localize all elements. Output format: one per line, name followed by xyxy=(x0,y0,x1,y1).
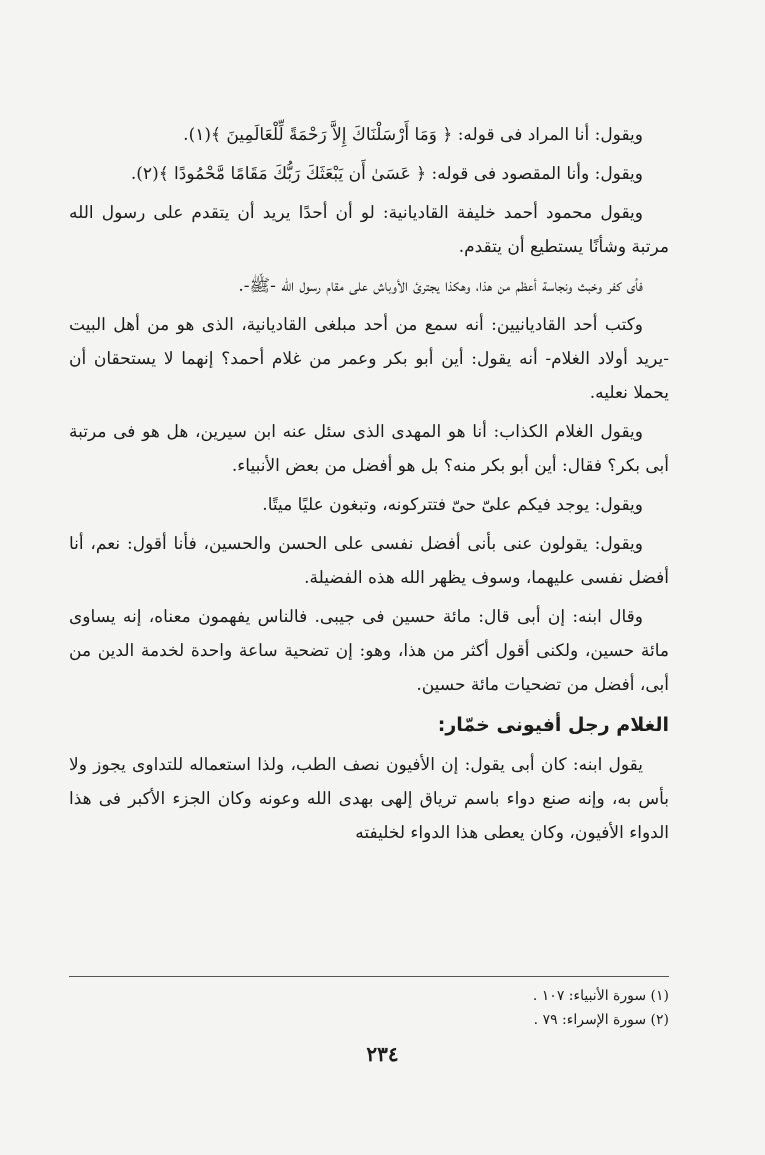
paragraph-5: وكتب أحد القاديانيين: أنه سمع من أحد مبلغى القاديانية، الذى هو من أهل البيت -يريد أولاد الغلام- أنه يقول: أين أبو بكر وعمر من غلام أحمد؟ إنهما لا يستحقان أن يحملا نعليه. xyxy=(69,315,669,403)
paragraph-6: ويقول الغلام الكذاب: أنا هو المهدى الذى سئل عنه ابن سيرين، هل هو فى مرتبة أبى بكر؟ فقال: أين أبو بكر منه؟ بل هو أفضل من بعض الأنبياء. xyxy=(69,422,669,476)
paragraph-8: ويقول: يقولون عنى بأنى أفضل نفسى على الحسن والحسين، فأنا أقول: نعم، أنا أفضل نفسى عليهما، وسوف يظهر الله هذه الفضيلة. xyxy=(69,534,669,588)
footnote-divider xyxy=(69,976,669,977)
paragraph-4: فأى كفر وخبث ونجاسة أعظم من هذا، وهكذا يجترئ الأوباش على مقام رسول الله -ﷺ-. xyxy=(238,276,643,296)
paragraph-7: ويقول: يوجد فيكم علىّ حىّ فتتركونه، وتبغون عليًا ميتًا. xyxy=(262,495,643,515)
paragraph-3: ويقول محمود أحمد خليفة القاديانية: لو أن أحدًا يريد أن يتقدم على رسول الله مرتبة وشأنًا يستطيع أن يتقدم. xyxy=(69,203,669,257)
footnote-1: (١) سورة الأنبياء: ١٠٧ . xyxy=(532,988,669,1004)
footnote-2: (٢) سورة الإسراء: ٧٩ . xyxy=(533,1012,669,1028)
main-text xyxy=(69,118,669,855)
page-number: ٢٣٤ xyxy=(366,1042,399,1066)
paragraph-2: ويقول: وأنا المقصود فى قوله: ﴿ عَسَىٰ أَن يَبْعَثَكَ رَبُّكَ مَقَامًا مَّحْمُودًا ﴾(٢). xyxy=(130,164,643,184)
paragraph-9: وقال ابنه: إن أبى قال: مائة حسين فى جيبى. فالناس يفهمون معناه، إنه يساوى مائة حسين، ولكنى أقول أكثر من هذا، وهو: إن تضحية ساعة واحدة لخدمة الدين من أبى، أفضل من تضحيات مائة حسين. xyxy=(69,607,669,695)
paragraph-10: يقول ابنه: كان أبى يقول: إن الأفيون نصف الطب، ولذا استعماله للتداوى يجوز ولا بأس به، وإنه صنع دواء باسم ترياق إلهى بهدى الله وعونه وكان الجزء الأكبر فى هذا الدواء الأفيون، وكان يعطى هذا الدواء لخليفته xyxy=(69,755,669,843)
paragraph-1: ويقول: أنا المراد فى قوله: ﴿ وَمَا أَرْسَلْنَاكَ إِلاَّ رَحْمَةً لِّلْعَالَمِينَ ﴾(١). xyxy=(183,125,643,145)
footnotes xyxy=(69,984,669,1032)
section-heading: الغلام رجل أفيونى خمّار: xyxy=(437,714,669,736)
